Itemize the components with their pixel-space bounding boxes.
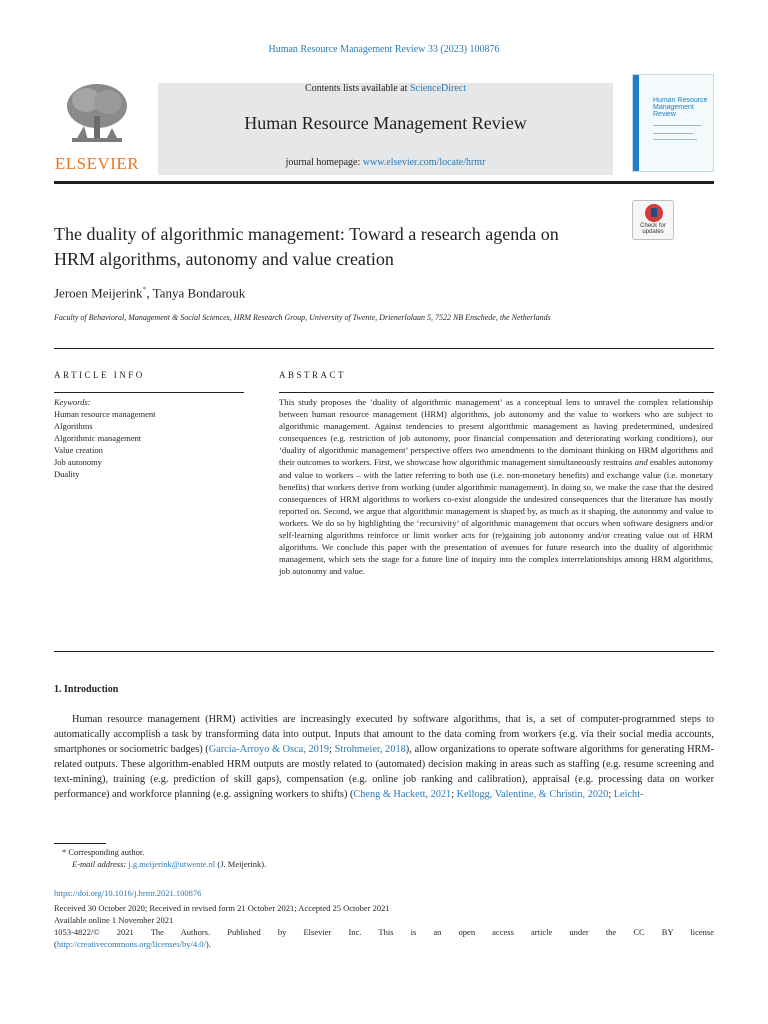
section-heading: 1. Introduction	[54, 684, 119, 695]
homepage-link[interactable]: www.elsevier.com/locate/hrmr	[362, 157, 486, 168]
citation-link[interactable]: Kellogg, Valentine, & Christin, 2020	[456, 789, 609, 800]
sciencedirect-link[interactable]: ScienceDirect	[409, 83, 467, 94]
intro-text: Human resource management (HRM) activities are increasingly executed by software algorithms, that is, a set of computer-programmed steps to automatically accomplish a task by transforming data into output. Inputs that amount to the data coming from workers (e.g. via their social media accounts, smartphones or sociometric badges) (	[54, 714, 714, 755]
license-paren: (	[54, 939, 57, 949]
homepage-prefix: journal homepage:	[285, 157, 363, 168]
abstract-text	[279, 396, 713, 577]
received-dates: Received 30 October 2020; Received in revised form 21 October 2021; Accepted 25 October 2021	[54, 903, 390, 913]
citation-separator: ;	[451, 789, 457, 800]
abstract-emphasis: and	[634, 457, 648, 468]
footnote-corresponding	[54, 846, 266, 858]
journal-title: Human Resource Management Review	[244, 113, 527, 133]
citation-separator: ;	[329, 744, 335, 755]
cover-line	[653, 139, 697, 140]
keyword: Algorithmic management	[54, 433, 142, 443]
elsevier-logo[interactable]	[54, 80, 140, 176]
elsevier-tree-icon	[62, 80, 132, 146]
check-updates-label: Check for updates	[640, 223, 666, 235]
journal-cover[interactable]	[632, 74, 714, 172]
cover-line	[653, 125, 701, 126]
homepage-line	[158, 157, 613, 168]
keywords-label: Keywords:	[54, 397, 91, 407]
authors	[54, 285, 245, 301]
contents-prefix: Contents lists available at	[304, 83, 410, 94]
journal-citation[interactable]: Human Resource Management Review 33 (2023) 100876	[268, 44, 500, 55]
abstract-part: enables autonomy and value to workers – with the latter referring to both use (i.e. non-monetary benefits) and exchange value (i.e. monetary benefits) that workers derive from working (under algorithmic management). In doing so, we make the case that the desired consequences of HRM algorithms to workers co-exist alongside the undesired consequences that the literature has mostly reported on. Second, we argue that algorithmic management is shaped by, as much as it shaping, the autonomy and value to workers. We do so by highlighting the ‘recursivity’ of algorithmic management that occurs when software designers and/or self-learning algorithms reinforce or limit worker acts for (re)gaining job autonomy and/or creating value out of HRM algorithms. We conclude this paper with the presentation of avenues for future research into the duality of algorithmic management, which sets the stage for a future line of inquiry into the complex interrelationships among HRM algorithms, job autonomy and value.	[279, 457, 714, 577]
divider	[54, 392, 244, 393]
header-rule	[54, 181, 714, 184]
abstract-heading: ABSTRACT	[279, 370, 347, 380]
footnote-mark: *	[62, 847, 67, 857]
divider	[279, 392, 714, 393]
abstract-part: This study proposes the ‘duality of algorithmic management’ as a conceptual lens to unravel the complex relationship between human resource management (HRM) algorithms, job autonomy and the value to workers who are subject to algorithmic management. Against tendencies to present algorithmic management as having predetermined, undesired consequences (e.g. restriction of job autonomy, poor financial compensation and deteriorating working conditions), our ‘duality of algorithmic management’ perspective offers two amendments to the dominant thinking on HRM algorithms and their outcomes to workers. First, we showcase how algorithmic management simultaneously restrains	[279, 397, 713, 468]
cover-line	[653, 133, 693, 134]
check-updates-icon	[645, 204, 663, 222]
doi-link[interactable]: https://doi.org/10.1016/j.hrmr.2021.100876	[54, 888, 202, 898]
author-separator: ,	[146, 285, 153, 301]
cover-title: Human Resource Management Review	[653, 97, 708, 118]
license-link-line	[54, 939, 211, 951]
check-for-updates-button[interactable]	[632, 200, 674, 240]
footnote-rule	[54, 843, 106, 844]
license-link[interactable]: http://creativecommons.org/licenses/by/4.0/	[56, 939, 206, 949]
affiliation: Faculty of Behavioral, Management & Social Sciences, HRM Research Group, University of Twente, Drienerlolaan 5, 7522 NB Enschede, the Netherlands	[54, 313, 551, 322]
footnote-email-line	[54, 858, 266, 870]
keywords-list	[54, 396, 244, 480]
divider	[54, 348, 714, 349]
author-name: Tanya Bondarouk	[152, 285, 246, 301]
keyword: Value creation	[54, 445, 103, 455]
citation-link[interactable]: Cheng & Hackett, 2021	[353, 789, 452, 800]
keyword: Algorithms	[54, 421, 93, 431]
citation-link[interactable]: Leicht-	[613, 789, 644, 800]
citation-separator: ;	[608, 789, 614, 800]
citation-link[interactable]: García-Arroyo & Osca, 2019	[208, 744, 330, 755]
divider	[54, 651, 714, 652]
license-paren: ).	[205, 939, 211, 949]
keyword: Human resource management	[54, 409, 156, 419]
corresponding-author-mark[interactable]: *	[142, 285, 147, 294]
email-label: E-mail address:	[72, 859, 127, 869]
email-suffix: (J. Meijerink).	[215, 859, 267, 869]
article-info-heading: ARTICLE INFO	[54, 370, 145, 380]
cover-strip	[633, 75, 639, 171]
footnote	[54, 846, 266, 870]
footnote-corresponding-text: Corresponding author.	[68, 847, 145, 857]
elsevier-wordmark: ELSEVIER	[54, 154, 140, 173]
keyword: Duality	[54, 469, 80, 479]
citation-link[interactable]: Strohmeier, 2018	[334, 744, 406, 755]
introduction-paragraph	[54, 712, 714, 802]
author-name: Jeroen Meijerink	[54, 285, 143, 301]
license-line: 1053-4822/© 2021 The Authors. Published by Elsevier Inc. This is an open access article under the CC BY license	[54, 927, 714, 937]
available-online: Available online 1 November 2021	[54, 915, 174, 925]
intro-text: ), allow organizations to operate software algorithms for generating HRM-related outputs. These algorithm-enabled HRM outputs are mostly related to (automated) decision making in areas such as staffing (e.g. resume screening and text-mining), training (e.g. prediction of skill gaps), compensation (e.g. online job ranking and calibration), appraisal (e.g. processing data on worker performance) and workforce planning (e.g. assigning workers to shifts) (	[54, 744, 714, 800]
journal-banner	[158, 83, 613, 175]
article-title: The duality of algorithmic management: Toward a research agenda on HRM algorithms, autonomy and value creation	[54, 224, 559, 269]
keyword: Job autonomy	[54, 457, 102, 467]
email-link[interactable]: j.g.meijerink@utwente.nl	[128, 859, 216, 869]
contents-line	[158, 83, 613, 94]
